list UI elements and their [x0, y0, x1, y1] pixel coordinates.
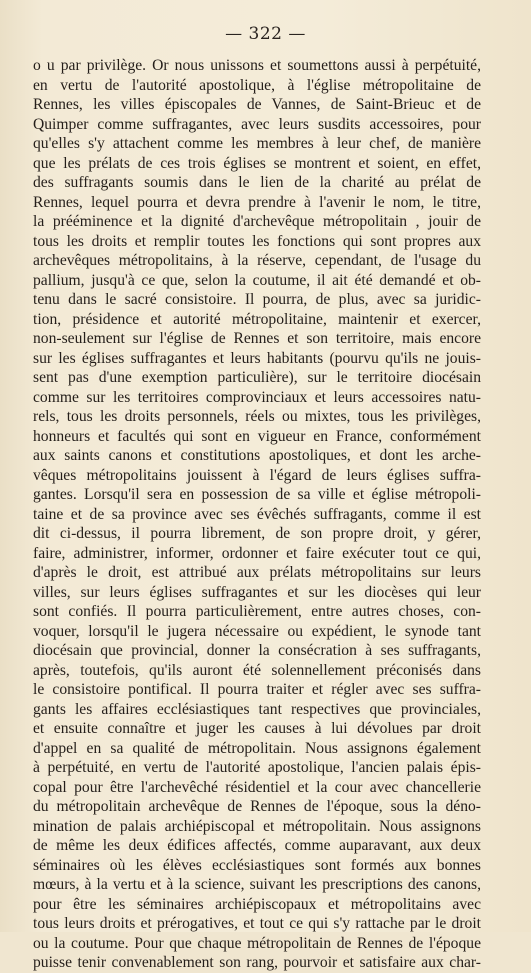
text-line: que les prélats de ces trois églises se montrent et soient, en effet,	[33, 154, 481, 172]
body-text	[33, 56, 481, 973]
text-line: mination de palais archiépiscopal et métropolitain. Nous assignons	[33, 817, 481, 835]
text-line: tous leurs droits et prérogatives, et tout ce qui s'y rattache par le droit	[33, 915, 481, 932]
text-line: Rennes, lequel pourra et devra prendre à l'avenir le nom, le titre,	[33, 193, 481, 211]
text-line: pour être les séminaires archiépiscopaux et métropolitains avec	[33, 895, 481, 913]
text-line: archevêques métropolitains, à la réserve, cependant, de l'usage du	[33, 252, 481, 269]
text-line: aux saints canons et constitutions apostoliques, et dont les arche-	[33, 447, 481, 464]
text-line: mœurs, à la vertu et à la science, suivant les prescriptions des canons,	[33, 876, 481, 893]
text-line: non-seulement sur l'église de Rennes et son territoire, mais encore	[33, 330, 481, 347]
text-line: la prééminence et la dignité d'archevêque métropolitain , jouir de	[33, 213, 481, 230]
text-line: des suffragants soumis dans le lien de la charité au prélat de	[33, 174, 481, 191]
text-line: tion, présidence et autorité métropolitaine, maintenir et exercer,	[33, 310, 481, 328]
text-line: gantes. Lorsqu'il sera en possession de sa ville et église métropoli-	[33, 486, 481, 503]
text-line: faire, administrer, informer, ordonner et faire exécuter tout ce qui,	[33, 544, 481, 562]
text-line: comme sur les territoires comprovinciaux et leurs accessoires natu-	[33, 388, 481, 406]
text-line: pallium, jusqu'à ce que, selon la coutume, il ait été demandé et ob-	[33, 271, 481, 289]
text-line: sent pas d'une exemption particulière), sur le territoire diocésain	[33, 369, 481, 386]
text-line: en vertu de l'autorité apostolique, à l'église métropolitaine de	[33, 76, 481, 94]
text-line: tous les droits et remplir toutes les fonctions qui sont propres aux	[33, 232, 481, 250]
text-line: taine et de sa province avec ses évêchés suffragants, comme il est	[33, 505, 481, 523]
text-line: sur les églises suffragantes et leurs habitants (pourvu qu'ils ne jouis-	[33, 349, 481, 367]
text-line: honneurs et facultés qui sont en vigueur en France, conformément	[33, 427, 481, 445]
text-line: Rennes, les villes épiscopales de Vannes, de Saint-Brieuc et de	[33, 96, 481, 113]
text-line: o u par privilège. Or nous unissons et soumettons aussi à perpétuité,	[33, 57, 481, 74]
text-line: d'appel en sa qualité de métropolitain. Nous assignons également	[33, 739, 481, 757]
text-line: puisse tenir convenablement son rang, pourvoir et satisfaire aux char-	[33, 954, 481, 971]
text-line: du métropolitain archevêque de Rennes de l'époque, sous la déno-	[33, 798, 481, 815]
text-line: et ensuite connaître et juger les causes à lui dévolues par droit	[33, 720, 481, 737]
text-line: séminaires où les élèves ecclésiastiques sont formés aux bonnes	[33, 856, 481, 874]
text-line: qu'elles s'y attachent comme les membres à leur chef, de manière	[33, 135, 481, 152]
text-line: diocésain que provincial, donner la consécration à ses suffragants,	[33, 642, 481, 659]
text-line: de même les deux édifices affectés, comme auparavant, aux deux	[33, 837, 481, 854]
text-line: d'après le droit, est attribué aux prélats métropolitains sur leurs	[33, 564, 481, 581]
text-line: après, toutefois, qu'ils auront été solennellement préconisés dans	[33, 661, 481, 679]
text-line: villes, sur leurs églises suffragantes et sur les diocèses qui leur	[33, 583, 481, 601]
page-number: — 322 —	[225, 24, 306, 44]
text-line: sont confiés. Il pourra particulièrement, entre autres choses, con-	[33, 603, 481, 620]
text-line: vêques métropolitains jouissent à l'égard de leurs églises suffra-	[33, 466, 481, 484]
text-line: Quimper comme suffragantes, avec leurs susdits accessoires, pour	[33, 115, 481, 133]
text-line: copal pour être l'archevêché résidentiel et la cour avec chancellerie	[33, 778, 481, 796]
text-line: le consistoire pontifical. Il pourra traiter et régler avec ses suffra-	[33, 681, 481, 698]
text-line: gants les affaires ecclésiastiques tant respectives que provinciales,	[33, 700, 481, 718]
text-line: dit ci-dessus, il pourra librement, de son propre droit, y gérer,	[33, 525, 481, 542]
text-line: voquer, lorsqu'il le jugera nécessaire ou expédient, le synode tant	[33, 622, 481, 640]
text-line: ou la coutume. Pour que chaque métropolitain de Rennes de l'époque	[33, 934, 481, 952]
text-line: rels, tous les droits personnels, réels ou mixtes, tous les privilèges,	[33, 408, 481, 425]
text-line: à perpétuité, en vertu de l'autorité apostolique, l'ancien palais épis-	[33, 759, 481, 776]
text-line: tenu dans le sacré consistoire. Il pourra, de plus, avec sa juridic-	[33, 291, 481, 308]
